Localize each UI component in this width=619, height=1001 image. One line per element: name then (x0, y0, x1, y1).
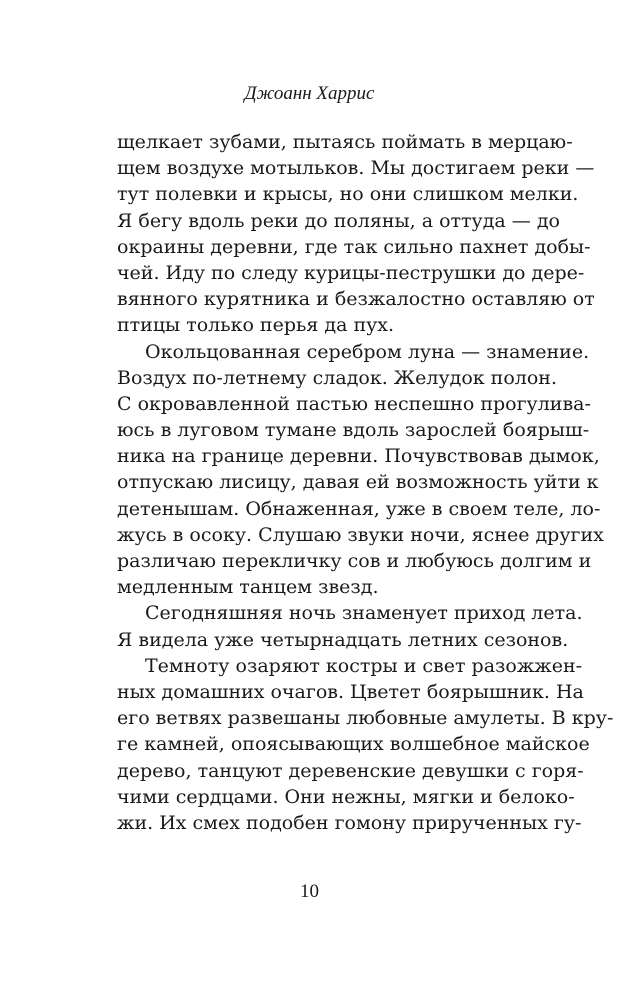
paragraph-4 (117, 653, 614, 836)
text-line: его ветвях развешаны любовные амулеты. В кру- (117, 707, 614, 730)
text-line: Я бегу вдоль реки до поляны, а оттуда — до (117, 209, 560, 232)
text-line: жи. Их смех подобен гомону прирученных гу- (117, 811, 582, 834)
text-line: Сегодняшняя ночь знаменует приход лета. (145, 602, 583, 625)
text-line: детенышам. Обнаженная, уже в своем теле, ло- (117, 497, 601, 520)
running-head-author: Джоанн Харрис (244, 83, 375, 104)
text-line: ника на границе деревни. Почувствовав дымок, (117, 445, 600, 468)
text-line: щем воздухе мотыльков. Мы достигаем реки — (117, 157, 595, 180)
text-line: различаю перекличку сов и любуюсь долгим и (117, 550, 592, 572)
text-line: Окольцованная серебром луна — знамение. (145, 340, 590, 363)
text-line: окраины деревни, где так сильно пахнет добы- (117, 235, 591, 258)
text-line: дерево, танцуют деревенские девушки с горя- (117, 759, 584, 782)
text-line: ных домашних очагов. Цветет боярышник. На (117, 680, 584, 703)
text-line: С окровавленной пастью неспешно прогулива- (117, 392, 591, 415)
paragraph-2 (117, 339, 604, 601)
text-line: Темноту озаряют костры и свет разожжен- (145, 654, 583, 677)
paragraph-1 (117, 129, 595, 339)
paragraph-3 (117, 600, 583, 652)
text-line: вянного курятника и безжалостно оставляю от (117, 288, 595, 311)
text-line: жусь в осоку. Слушаю звуки ночи, яснее других (117, 523, 604, 546)
text-line: тут полевки и крысы, но они слишком мелки. (117, 183, 579, 206)
text-line: медленным танцем звезд. (117, 576, 379, 599)
text-line: отпускаю лисицу, давая ей возможность уйти к (117, 471, 599, 494)
text-line: ге камней, опоясывающих волшебное майское (117, 733, 590, 756)
body-text (117, 129, 614, 836)
text-line: чей. Иду по следу курицы-пеструшки до дере- (117, 261, 585, 284)
text-line: юсь в луговом тумане вдоль зарослей боярыш- (117, 419, 590, 442)
text-line: щелкает зубами, пытаясь поймать в мерцаю- (117, 131, 573, 153)
text-line: чими сердцами. Они нежны, мягки и белоко- (117, 785, 575, 808)
text-line: Я видела уже четырнадцать летних сезонов. (117, 628, 569, 651)
text-line: Воздух по-летнему сладок. Желудок полон. (117, 366, 557, 389)
text-line: птицы только перья да пух. (117, 314, 395, 337)
page-number: 10 (300, 881, 319, 902)
